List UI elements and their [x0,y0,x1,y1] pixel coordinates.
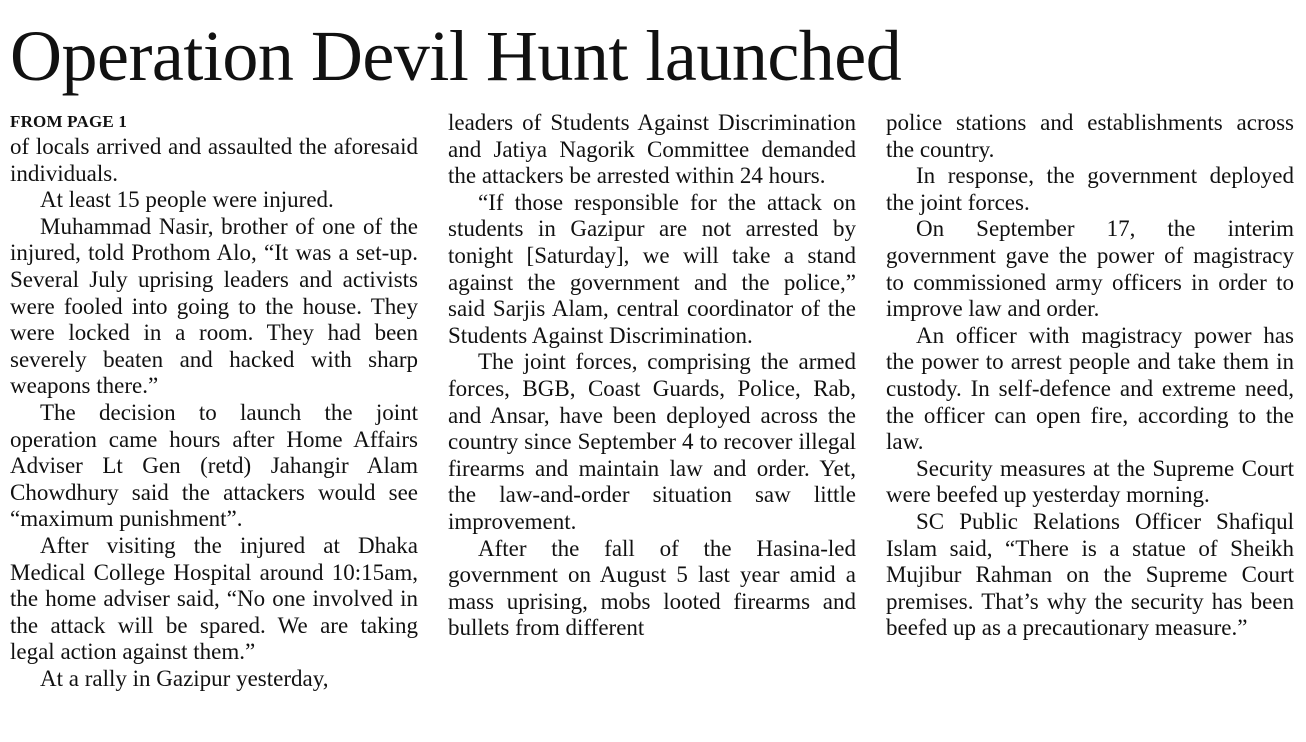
paragraph: Muhammad Nasir, brother of one of the injured, told Prothom Alo, “It was a set-up. Several July uprising leaders and activists were fooled into going to the house. They were locked in a room. They had been severely beaten and hacked with sharp weapons there.” [10,213,418,399]
paragraph: After the fall of the Hasina-led government on August 5 last year amid a mass uprising, mobs looted firearms and bullets from different [448,535,856,641]
paragraph: of locals arrived and assaulted the aforesaid individuals. [10,134,418,186]
article-column-1 [10,110,418,692]
paragraph: police stations and establishments across the country. [886,110,1294,162]
paragraph: Security measures at the Supreme Court were beefed up yesterday morning. [886,455,1294,508]
paragraph: On September 17, the interim government gave the power of magistracy to commissioned army officers in order to improve law and order. [886,216,1294,322]
paragraph: The joint forces, comprising the armed forces, BGB, Coast Guards, Police, Rab, and Ansar, have been deployed across the country since September 4 to recover illegal firearms and maintain law and order. Yet, the law-and-order situation saw little improvement. [448,349,856,534]
paragraph: In response, the government deployed the joint forces. [886,163,1294,215]
paragraph: An officer with magistracy power has the power to arrest people and take them in custody. In self-defence and extreme need, the officer can open fire, according to the law. [886,322,1294,455]
paragraph: At a rally in Gazipur yesterday, [40,665,329,691]
paragraph: SC Public Relations Officer Shafiqul Islam said, “There is a statue of Sheikh Mujibur Rahman on the Supreme Court premises. That’s why the security has been beefed up as a precautionary measure.” [886,508,1294,641]
article-column-2 [448,110,856,642]
paragraph: “If those responsible for the attack on students in Gazipur are not arrested by tonight [Saturday], we will take a stand against the government and the police,” said Sarjis Alam, central coordinator of the Students Against Discrimination. [448,189,856,348]
paragraph: leaders of Students Against Discrimination and Jatiya Nagorik Committee demanded the attackers be arrested within 24 hours. [448,110,856,189]
paragraph: After visiting the injured at Dhaka Medical College Hospital around 10:15am, the home adviser said, “No one involved in the attack will be spared. We are taking legal action against them.” [10,532,418,665]
article-column-3 [886,110,1294,642]
headline: Operation Devil Hunt launched [10,16,902,96]
continuation-kicker: FROM PAGE 1 [10,112,128,131]
paragraph: At least 15 people were injured. [40,187,334,213]
paragraph: The decision to launch the joint operation came hours after Home Affairs Adviser Lt Gen (retd) Jahangir Alam Chowdhury said the attackers would see “maximum punishment”. [10,399,418,532]
